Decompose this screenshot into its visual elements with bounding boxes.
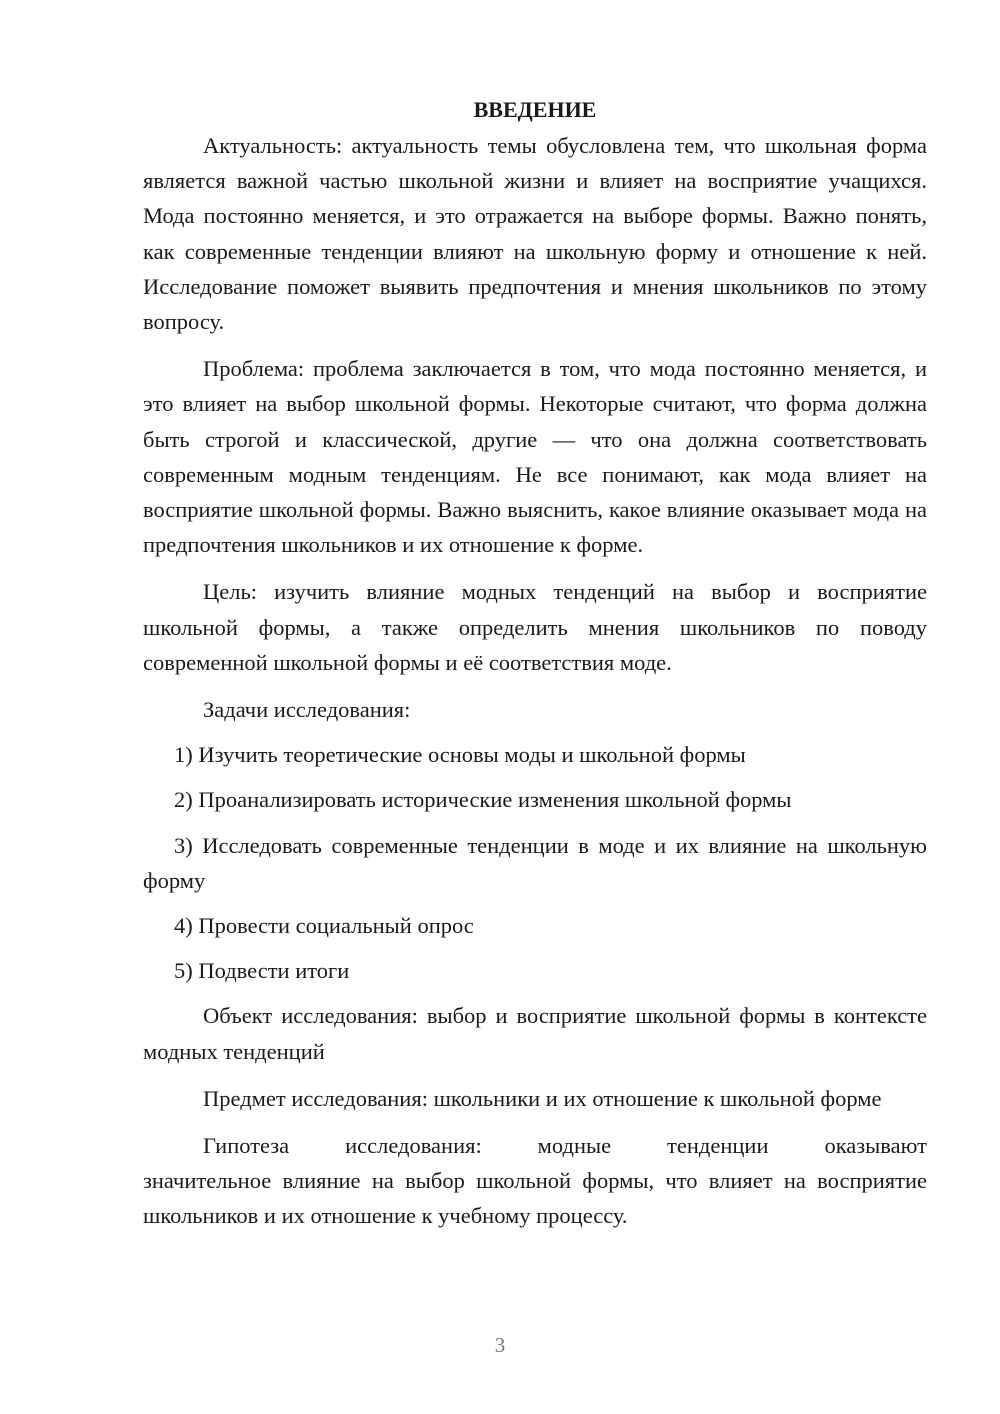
tasks-list	[143, 737, 927, 988]
relevance-paragraph: Актуальность: актуальность темы обусловлена тем, что школьная форма является важной частью школьной жизни и влияет на восприятие учащихся. Мода постоянно меняется, и это отражается на выборе формы. Важно понять, как современные тенденции влияют на школьную форму и отношение к ней. Исследование поможет выявить предпочтения и мнения школьников по этому вопросу.	[143, 133, 927, 335]
document-page	[143, 92, 927, 1234]
hypothesis-word: Гипотеза	[203, 1133, 290, 1159]
object-paragraph: Объект исследования: выбор и восприятие школьной формы в контексте модных тенденций	[143, 1003, 927, 1064]
hypothesis-word: исследования:	[345, 1133, 482, 1159]
list-item: 3) Исследовать современные тенденции в моде и их влияние на школьную форму	[143, 832, 927, 893]
hypothesis-word: тенденции	[667, 1133, 769, 1159]
list-item: 4) Провести социальный опрос	[174, 913, 474, 939]
hypothesis-word: оказывают	[824, 1133, 927, 1159]
list-item: 1) Изучить теоретические основы моды и школьной формы	[174, 742, 746, 768]
page-number: 3	[494, 1333, 506, 1357]
list-item: 5) Подвести итоги	[174, 958, 350, 984]
hypothesis-first-line	[143, 1128, 927, 1163]
hypothesis-rest: значительное влияние на выбор школьной формы, что влияет на восприятие школьников и их отношение к учебному процессу.	[143, 1168, 927, 1229]
hypothesis-word: модные	[537, 1133, 612, 1159]
list-item: 2) Проанализировать исторические изменения школьной формы	[174, 787, 792, 813]
hypothesis-paragraph	[143, 1128, 927, 1234]
page-title: ВВЕДЕНИЕ	[473, 97, 597, 122]
goal-paragraph: Цель: изучить влияние модных тенденций на выбор и восприятие школьной формы, а также определить мнения школьников по поводу современной школьной формы и её соответствия моде.	[143, 579, 927, 675]
problem-paragraph: Проблема: проблема заключается в том, что мода постоянно меняется, и это влияет на выбор школьной формы. Некоторые считают, что форма должна быть строгой и классической, другие — что она должна соответствовать современным модным тенденциям. Не все понимают, как мода влияет на восприятие школьной формы. Важно выяснить, какое влияние оказывает мода на предпочтения школьников и их отношение к форме.	[143, 356, 927, 558]
subject-paragraph: Предмет исследования: школьники и их отношение к школьной форме	[203, 1085, 882, 1111]
tasks-heading: Задачи исследования:	[203, 697, 411, 723]
